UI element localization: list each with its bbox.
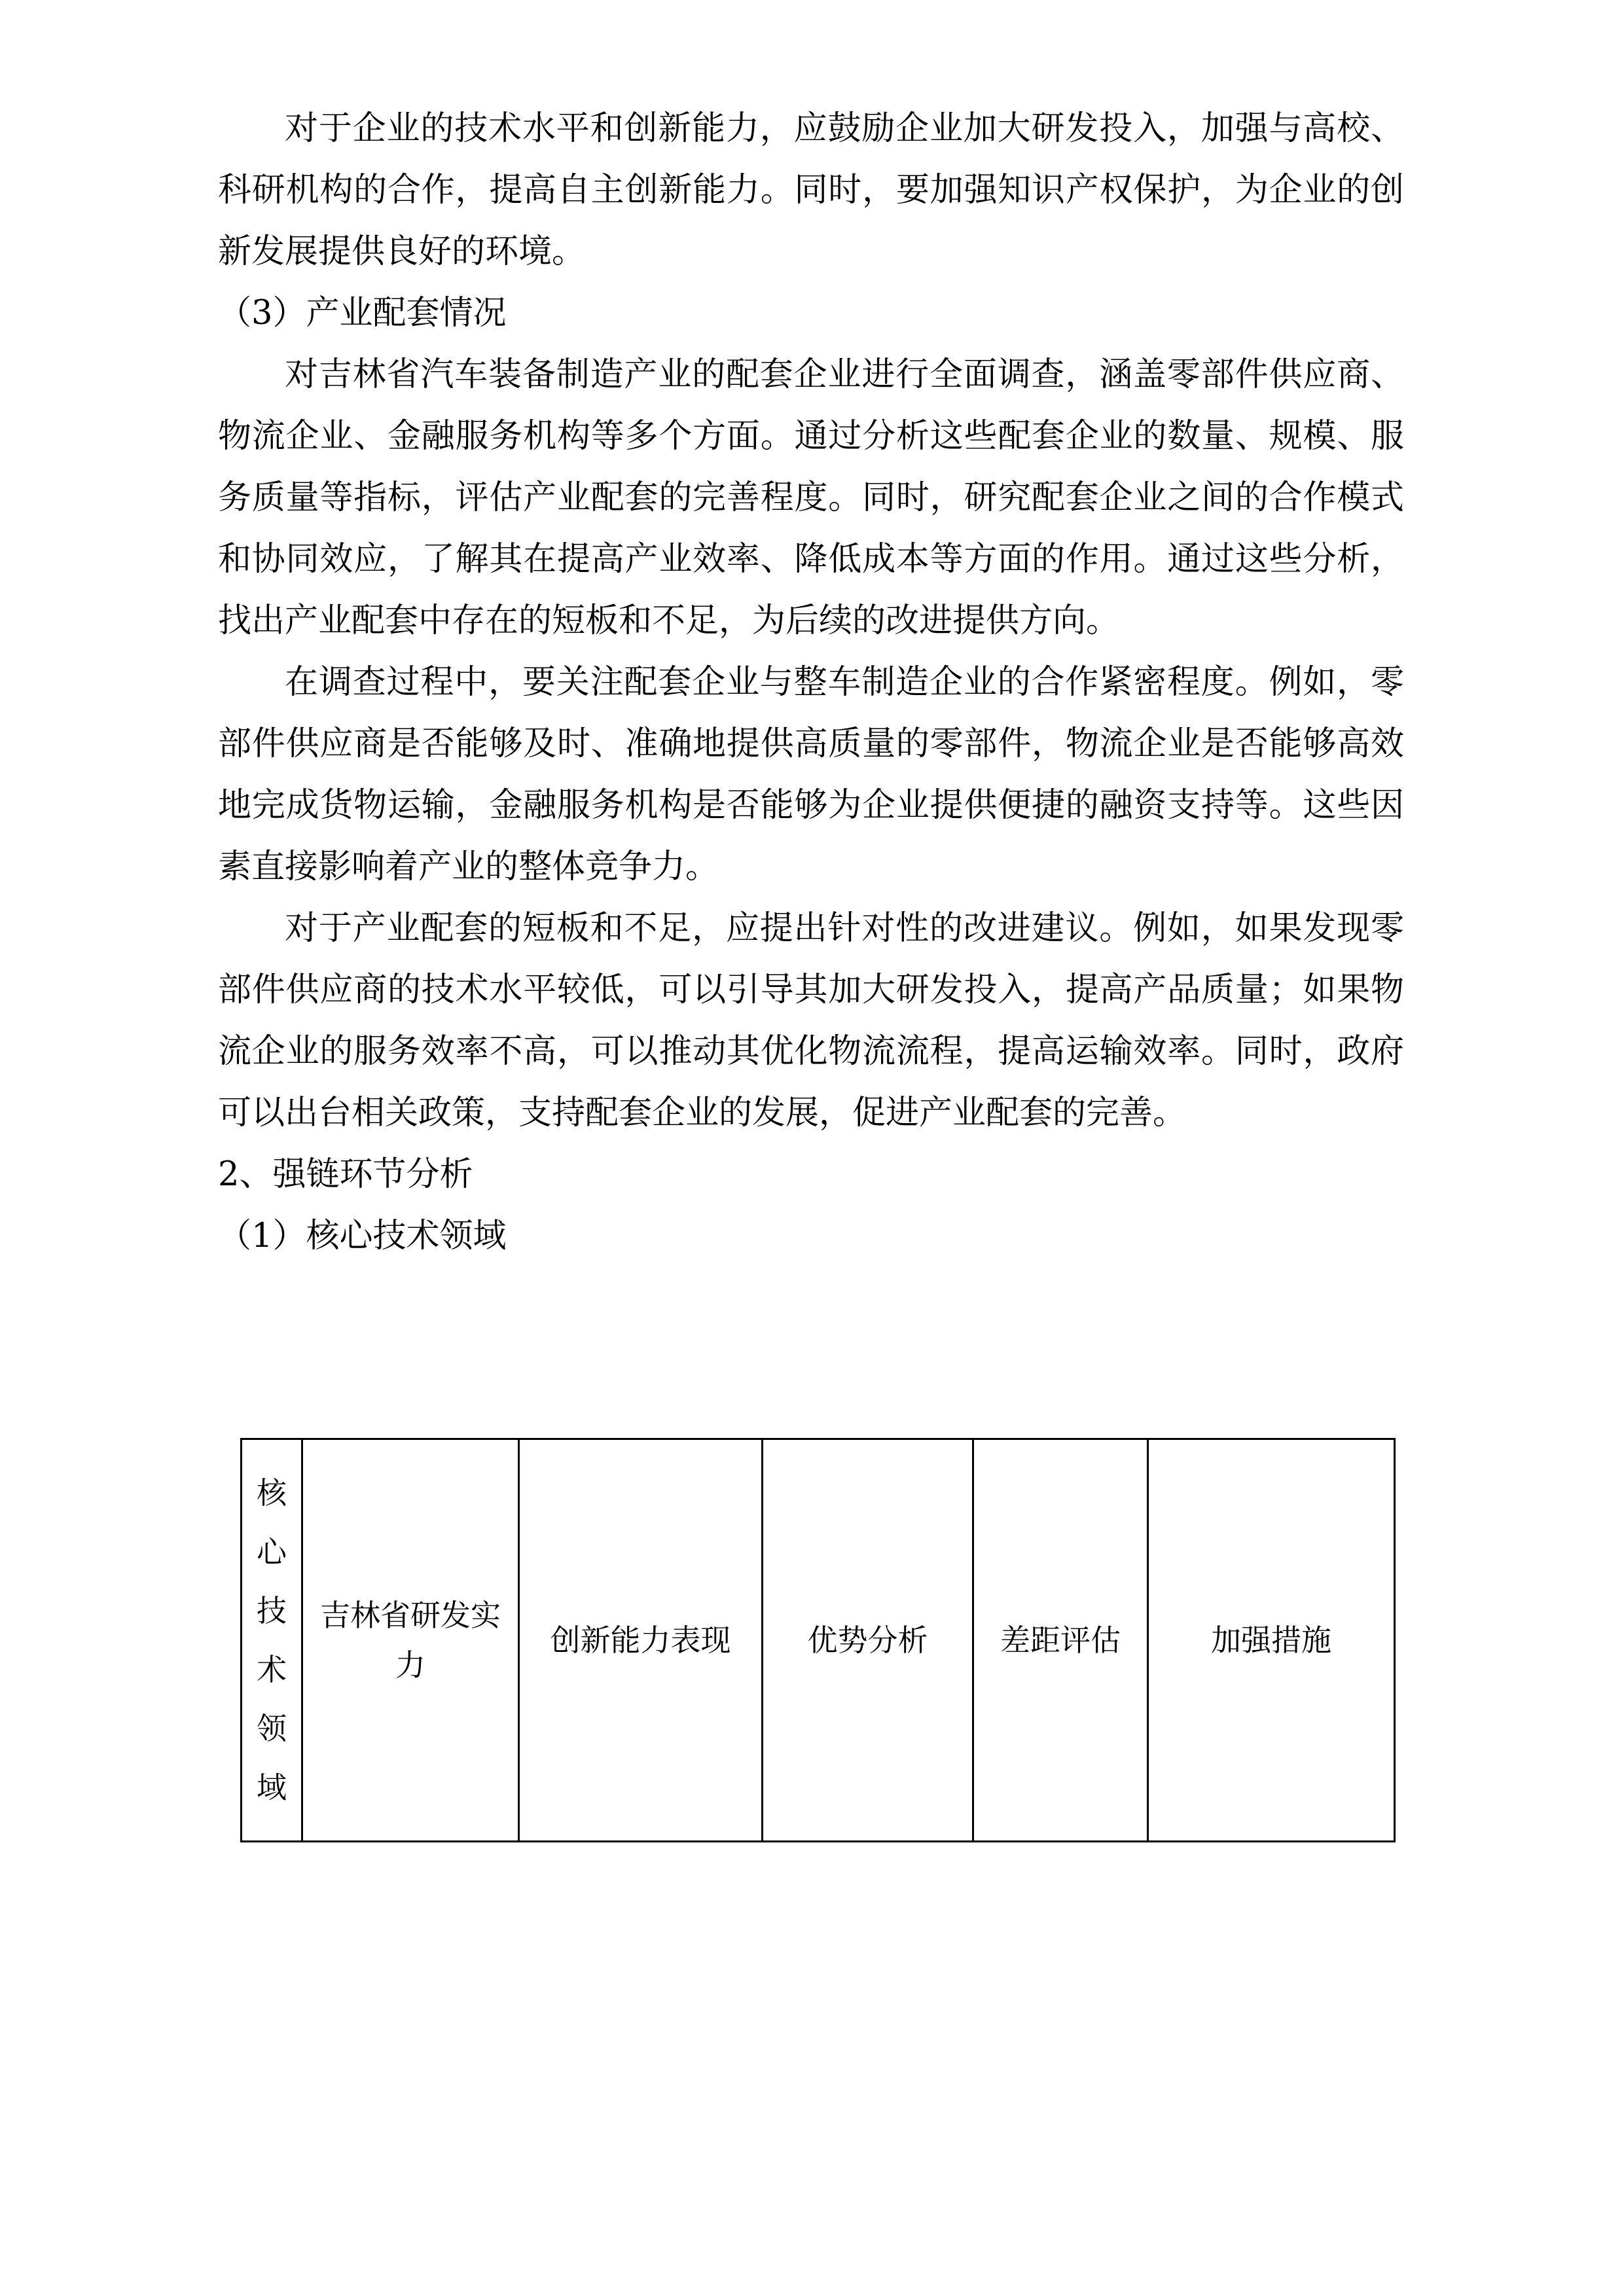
heading-core-technology-area: （1）核心技术领域 xyxy=(218,1217,507,1255)
table-header-label: 优势分析 xyxy=(807,1623,928,1658)
table-header-cell-advantage-analysis xyxy=(763,1439,973,1842)
heading-industry-supporting: （3）产业配套情况 xyxy=(218,294,507,332)
table-header-cell-innovation-performance xyxy=(519,1439,763,1842)
table-header-label: 差距评估 xyxy=(1000,1623,1121,1658)
paragraph-enterprise-innovation: 对于企业的技术水平和创新能力，应鼓励企业加大研发投入，加强与高校、科研机构的合作，提高自主创新能力。同时，要加强知识产权保护，为企业的创新发展提供良好的环境。 xyxy=(218,109,1404,271)
table-header-label: 加强措施 xyxy=(1211,1623,1331,1658)
table-header-label: 核心技术领域 xyxy=(257,1475,287,1805)
heading-strong-chain-analysis: 2、强链环节分析 xyxy=(218,1155,473,1194)
table-header-cell-rd-strength xyxy=(302,1439,519,1842)
core-technology-table-wrapper xyxy=(240,1438,1383,1842)
table-header-label: 创新能力表现 xyxy=(550,1623,731,1658)
paragraph-supporting-survey: 对吉林省汽车装备制造产业的配套企业进行全面调查，涵盖零部件供应商、物流企业、金融服务机构等多个方面。通过分析这些配套企业的数量、规模、服务质量等指标，评估产业配套的完善程度。同时，研究配套企业之间的合作模式和协同效应，了解其在提高产业效率、降低成本等方面的作用。通过这些分析，找出产业配套中存在的短板和不足，为后续的改进提供方向。 xyxy=(218,355,1404,640)
document-body xyxy=(218,98,1404,1267)
table-header-cell-gap-assessment xyxy=(973,1439,1148,1842)
table-header-cell-core-tech-area xyxy=(242,1439,302,1842)
paragraph-improvement-suggestions: 对于产业配套的短板和不足，应提出针对性的改进建议。例如，如果发现零部件供应商的技术水平较低，可以引导其加大研发投入，提高产品质量；如果物流企业的服务效率不高，可以推动其优化物流流程，提高运输效率。同时，政府可以出台相关政策，支持配套企业的发展，促进产业配套的完善。 xyxy=(218,909,1404,1132)
table-header-cell-strengthening-measures xyxy=(1148,1439,1395,1842)
table-header-label: 吉林省研发实力 xyxy=(320,1598,501,1683)
paragraph-cooperation-closeness: 在调查过程中，要关注配套企业与整车制造企业的合作紧密程度。例如，零部件供应商是否能够及时、准确地提供高质量的零部件，物流企业是否能够高效地完成货物运输，金融服务机构是否能够为企业提供便捷的融资支持等。这些因素直接影响着产业的整体竞争力。 xyxy=(218,663,1404,886)
table-row xyxy=(242,1439,1395,1842)
core-technology-table xyxy=(240,1438,1396,1842)
